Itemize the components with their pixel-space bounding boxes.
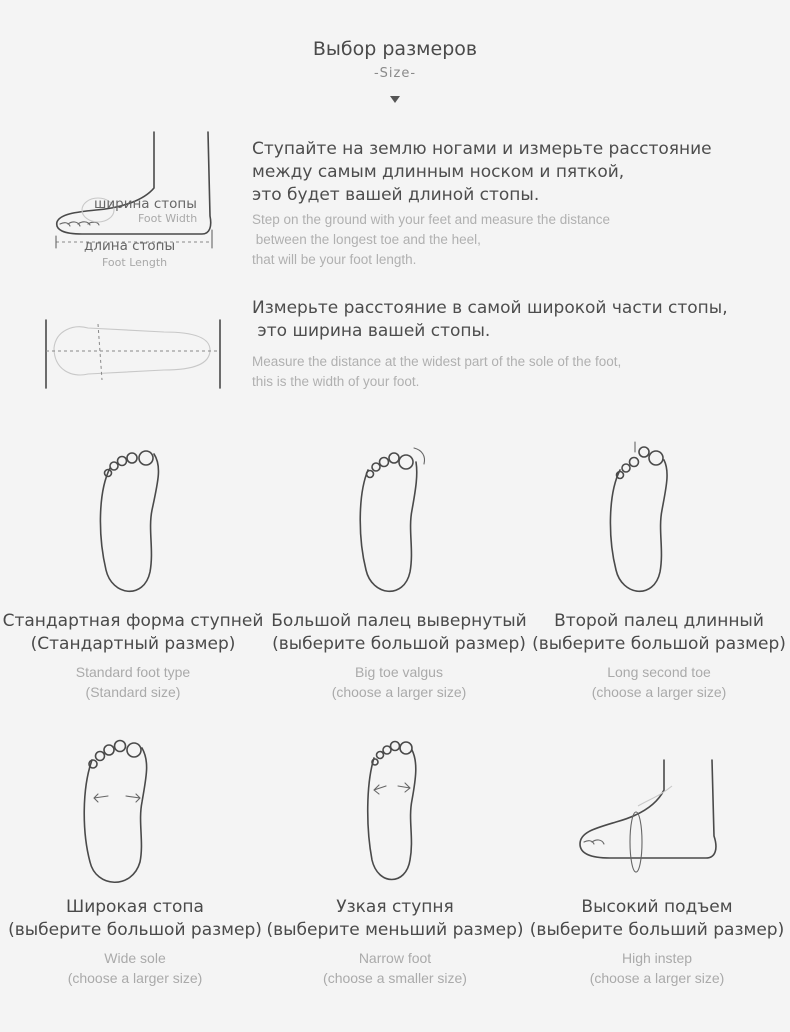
page-subtitle: -Size-: [373, 66, 417, 81]
foot-type-advice-en: (Standard size): [85, 684, 181, 700]
foot-type-name-en: High instep: [621, 950, 693, 966]
step-2-text-en: Measure the distance at the widest part of the sole of the foot, this is the width of your foot.: [252, 354, 622, 389]
foot-type-name-en: Standard foot type: [75, 664, 191, 680]
big-toe-valgus-icon: [358, 442, 438, 602]
foot-type-advice-en: (choose a larger size): [591, 684, 727, 700]
page-title: Выбор размеров: [312, 38, 478, 60]
foot-type-name-en: Wide sole: [104, 950, 166, 966]
foot-type-advice-en: (choose a larger size): [589, 970, 725, 986]
standard-foot-icon: [96, 446, 164, 602]
foot-type-card-high-instep: [526, 896, 788, 988]
long-second-toe-icon: [608, 442, 680, 602]
foot-type-advice: (выберите больший размер): [529, 920, 785, 940]
foot-type-card-valgus: [268, 610, 530, 702]
foot-type-name-en: Big toe valgus: [355, 664, 443, 680]
foot-type-advice: (выберите большой размер): [272, 634, 526, 654]
foot-type-advice: (выберите большой размер): [532, 634, 786, 654]
foot-type-card-standard: [2, 610, 264, 702]
foot-type-name: Узкая ступня: [336, 897, 454, 917]
foot-type-advice: (выберите большой размер): [8, 920, 262, 940]
foot-type-card-narrow: [264, 896, 526, 988]
foot-type-name: Второй палец длинный: [554, 611, 764, 631]
foot-type-name-en: Narrow foot: [358, 950, 432, 966]
foot-type-advice-en: (choose a larger size): [331, 684, 467, 700]
foot-type-name: Высокий подъем: [581, 897, 733, 917]
foot-length-label: длина стопы: [84, 238, 176, 254]
foot-type-card-wide: [4, 896, 266, 988]
foot-type-advice: (выберите меньший размер): [266, 920, 524, 940]
foot-type-name-en: Long second toe: [607, 664, 711, 680]
foot-type-name: Стандартная форма ступней: [2, 611, 264, 631]
down-arrow-icon: [390, 96, 400, 103]
foot-width-label-en: Foot Width: [138, 212, 198, 225]
foot-type-name: Большой палец вывернутый: [271, 611, 527, 631]
foot-width-label: ширина стопы: [94, 196, 197, 212]
foot-type-advice-en: (choose a larger size): [67, 970, 203, 986]
high-instep-icon: [576, 756, 726, 876]
step-1-text-en: Step on the ground with your feet and measure the distance between the longest toe and the heel, that will be your foot length.: [252, 212, 610, 267]
narrow-foot-icon: [364, 736, 424, 892]
foot-type-card-second-toe: [528, 610, 790, 702]
foot-length-label-en: Foot Length: [102, 256, 168, 269]
foot-type-name: Широкая стопа: [66, 897, 204, 917]
foot-type-advice: (Стандартный размер): [30, 634, 236, 654]
foot-type-advice-en: (choose a smaller size): [323, 970, 467, 986]
sole-width-measure-icon: [44, 318, 226, 392]
wide-sole-icon: [80, 732, 160, 892]
step-1-text: Ступайте на землю ногами и измерьте расстояние между самым длинным носком и пяткой, это будет вашей длиной стопы.: [252, 139, 712, 205]
step-2-text: Измерьте расстояние в самой широкой части стопы, это ширина вашей стопы.: [252, 298, 728, 341]
